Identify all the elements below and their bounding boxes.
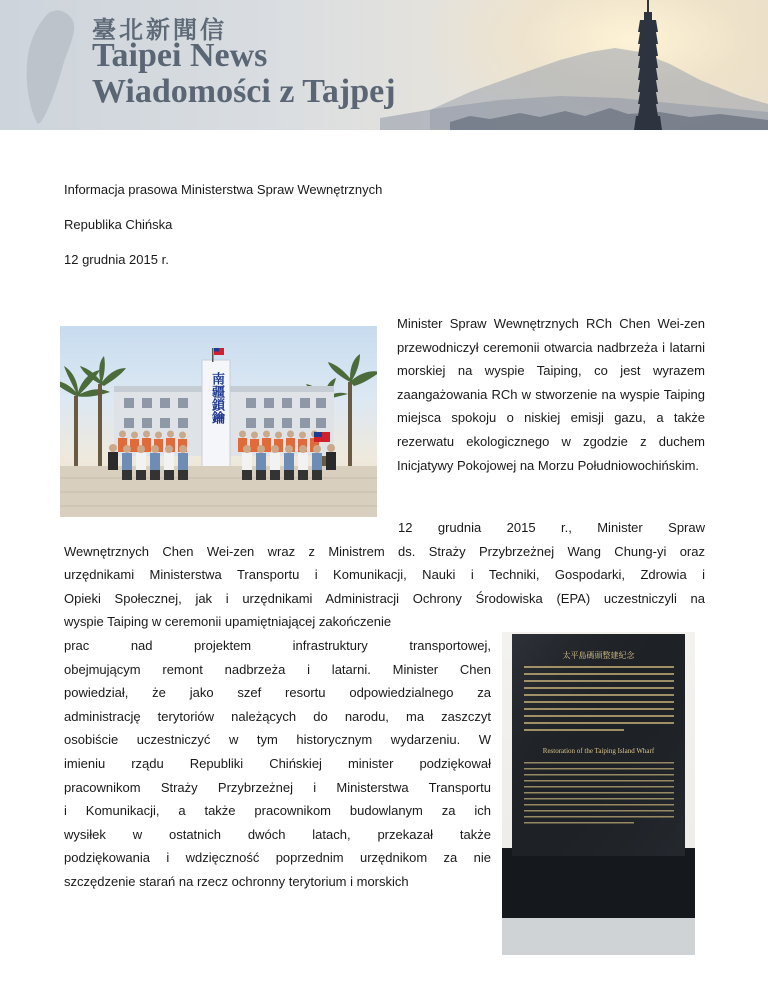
stone-chinese-title: 太平島碼頭整建紀念 bbox=[562, 651, 635, 660]
country-line: Republika Chińska bbox=[64, 217, 173, 232]
body-line: szczędzenie starań na rzecz ochronny terytorium i morskich bbox=[64, 873, 409, 889]
body-line: imieniu rządu Republiki Chińskiej minister podziękował bbox=[64, 755, 491, 771]
body-line: obejmującym remont nadbrzeża i latarni. Minister Chen bbox=[64, 661, 491, 677]
polish-masthead-title: Wiadomości z Tajpej bbox=[92, 73, 396, 110]
ceremony-group-photo bbox=[60, 326, 377, 517]
body-line: powiedział, że jako szef resortu odpowiedzialnego za bbox=[64, 685, 491, 701]
body-line: administrację terytoriów należących do narodu, ma zaszczyt bbox=[64, 708, 491, 724]
taiwan-island-icon bbox=[18, 6, 82, 126]
body-line: osobiście uczestniczyć w tym historycznym wydarzeniu. W bbox=[64, 732, 491, 748]
article-body bbox=[64, 516, 705, 894]
stone-english-title: Restoration of the Taiping Island Wharf bbox=[542, 747, 655, 755]
masthead-banner bbox=[0, 0, 768, 130]
body-line: prac nad projektem infrastruktury transportowej, bbox=[64, 637, 491, 653]
taipei-101-icon bbox=[628, 0, 668, 130]
monument-sign-text: 南疆鎖鑰 bbox=[209, 372, 224, 424]
english-masthead-title: Taipei News bbox=[92, 37, 268, 74]
release-date: 12 grudnia 2015 r. bbox=[64, 252, 169, 267]
body-line: wysiłek w ostatnich dwóch latach, przekazał także bbox=[64, 826, 491, 842]
body-line: Wewnętrznych Chen Wei-zen wraz z Ministrem ds. Straży Przybrzeżnej Wang Chung-yi oraz bbox=[64, 543, 705, 559]
body-line: pracownikom Straży Przybrzeżnej i Ministerstwa Transportu bbox=[64, 779, 491, 795]
body-line: wyspie Taiping w ceremonii upamiętniającej zakończenie bbox=[64, 614, 392, 630]
body-line: 12 grudnia 2015 r., Minister Spraw bbox=[398, 520, 705, 535]
chinese-masthead-title: 臺北新聞信 bbox=[92, 15, 227, 44]
body-line: i Komunikacji, a także pracownikom budowlanym za ich bbox=[64, 803, 491, 819]
body-line: podziękowania i wdzięczność poprzednim urzędnikom za nie bbox=[64, 850, 491, 866]
body-line: urzędnikami Ministerstwa Transportu i Komunikacji, Nauki i Techniki, Gospodarki, Zdrowia i bbox=[64, 567, 705, 583]
body-line: Opieki Społecznej, jak i urzędnikami Administracji Ochrony Środowiska (EPA) uczestniczyli na bbox=[64, 590, 705, 606]
lead-paragraph: Minister Spraw Wewnętrznych RCh Chen Wei-zen przewodniczył ceremonii otwarcia nadbrzeża i latarni morskiej na wyspie Taiping, co jest wyrazem zaangażowania RCh w stworzenie na wyspie Taiping miejsca spokoju o niskiej emisji gazu, a także rezerwatu ekologicznego w zgodzie z duchem Inicjatywy Pokojowej na Morzu Południowochińskim. bbox=[397, 316, 705, 473]
press-release-source: Informacja prasowa Ministerstwa Spraw Wewnętrznych bbox=[64, 182, 383, 197]
